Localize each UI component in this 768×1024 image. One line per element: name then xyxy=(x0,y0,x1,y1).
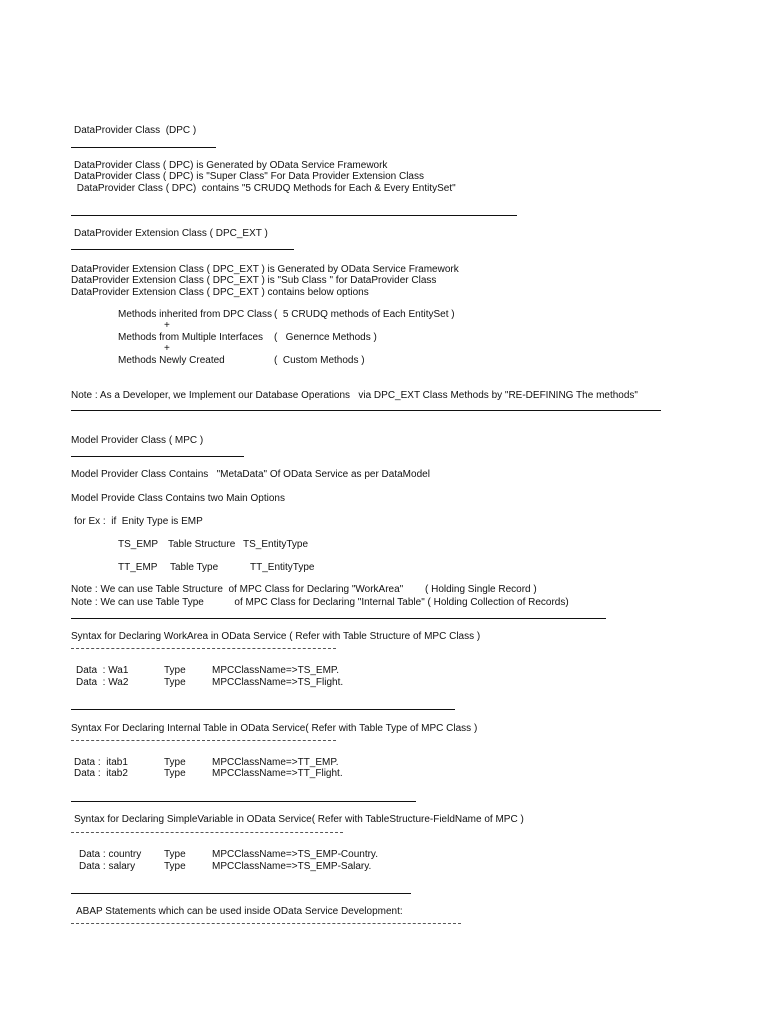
workarea-heading-underline xyxy=(71,648,336,649)
mpc-heading: Model Provider Class ( MPC ) xyxy=(71,435,204,446)
workarea-type-keyword: Type xyxy=(164,665,186,676)
mpc-example: for Ex : if Enity Type is EMP xyxy=(74,516,203,527)
option-detail-new: ( Custom Methods ) xyxy=(274,355,365,366)
section-divider xyxy=(71,801,416,802)
mpc-note-1-extra: ( Holding Single Record ) xyxy=(425,584,537,595)
mpc-note-2: Note : We can use Table Type of MPC Class for Declaring "Internal Table" ( Holding Collection of Records) xyxy=(71,597,569,608)
option-detail-interfaces: ( Genernce Methods ) xyxy=(274,332,377,343)
section-divider xyxy=(71,893,411,894)
abap-heading-underline xyxy=(71,923,461,924)
mpc-row-name: TT_EMP xyxy=(118,562,158,573)
simplevar-decl: Data : country xyxy=(79,849,142,860)
dpc-line-2: DataProvider Class ( DPC) is "Super Class" For Data Provider Extension Class xyxy=(74,171,424,182)
simplevar-type-keyword: Type xyxy=(164,861,186,872)
itab-decl: Data : itab2 xyxy=(74,768,128,779)
workarea-ref: MPCClassName=>TS_EMP. xyxy=(212,665,340,676)
dpc-ext-heading-underline xyxy=(71,249,294,250)
workarea-type-keyword: Type xyxy=(164,677,186,688)
workarea-ref: MPCClassName=>TS_Flight. xyxy=(212,677,344,688)
option-label-inherited: Methods inherited from DPC Class xyxy=(118,309,272,320)
dpc-heading: DataProvider Class (DPC ) xyxy=(74,125,197,136)
mpc-line-1: Model Provider Class Contains "MetaData" Of OData Service as per DataModel xyxy=(71,469,430,480)
mpc-row-type: TT_EntityType xyxy=(250,562,315,573)
simplevar-decl: Data : salary xyxy=(79,861,136,872)
plus-sign: + xyxy=(164,320,170,331)
mpc-row-name: TS_EMP xyxy=(118,539,159,550)
dpc-line-3: DataProvider Class ( DPC) contains "5 CRUDQ Methods for Each & Every EntitySet" xyxy=(74,183,456,194)
workarea-decl: Data : Wa2 xyxy=(76,677,129,688)
option-label-interfaces: Methods from Multiple Interfaces xyxy=(118,332,264,343)
dpc-ext-line-1: DataProvider Extension Class ( DPC_EXT ) is Generated by OData Service Framework xyxy=(71,264,459,275)
dpc-line-1: DataProvider Class ( DPC) is Generated by OData Service Framework xyxy=(74,160,388,171)
option-detail-inherited: ( 5 CRUDQ methods of Each EntitySet ) xyxy=(274,309,455,320)
mpc-heading-underline xyxy=(71,456,244,457)
section-divider xyxy=(71,618,606,619)
itab-ref: MPCClassName=>TT_Flight. xyxy=(212,768,343,779)
itab-ref: MPCClassName=>TT_EMP. xyxy=(212,757,339,768)
dpc-ext-heading: DataProvider Extension Class ( DPC_EXT ) xyxy=(74,228,268,239)
simplevar-heading-underline xyxy=(71,832,343,833)
abap-heading: ABAP Statements which can be used inside OData Service Development: xyxy=(76,906,403,917)
mpc-note-1: Note : We can use Table Structure of MPC Class for Declaring "WorkArea" xyxy=(71,584,404,595)
simplevar-type-keyword: Type xyxy=(164,849,186,860)
mpc-line-2: Model Provide Class Contains two Main Options xyxy=(71,493,285,504)
mpc-row-type: TS_EntityType xyxy=(243,539,309,550)
workarea-decl: Data : Wa1 xyxy=(76,665,129,676)
dpc-ext-line-2: DataProvider Extension Class ( DPC_EXT ) is "Sub Class " for DataProvider Class xyxy=(71,275,437,286)
itab-heading: Syntax For Declaring Internal Table in OData Service( Refer with Table Type of MPC Class ) xyxy=(71,723,478,734)
itab-type-keyword: Type xyxy=(164,757,186,768)
dpc-ext-note: Note : As a Developer, we Implement our Database Operations via DPC_EXT Class Methods by "RE-DEFINING The methods" xyxy=(71,390,638,401)
dpc-heading-underline xyxy=(71,147,216,148)
itab-heading-underline xyxy=(71,740,336,741)
section-divider xyxy=(71,215,517,216)
option-label-new: Methods Newly Created xyxy=(118,355,225,366)
simplevar-ref: MPCClassName=>TS_EMP-Salary. xyxy=(212,861,372,872)
itab-type-keyword: Type xyxy=(164,768,186,779)
dpc-ext-line-3: DataProvider Extension Class ( DPC_EXT ) contains below options xyxy=(71,287,369,298)
simplevar-heading: Syntax for Declaring SimpleVariable in OData Service( Refer with TableStructure-FieldName of MPC ) xyxy=(74,814,524,825)
mpc-row-kind: Table Type xyxy=(170,562,219,573)
workarea-heading: Syntax for Declaring WorkArea in OData Service ( Refer with Table Structure of MPC Class ) xyxy=(71,631,481,642)
simplevar-ref: MPCClassName=>TS_EMP-Country. xyxy=(212,849,378,860)
mpc-row-kind: Table Structure xyxy=(168,539,236,550)
section-divider xyxy=(71,410,661,411)
plus-sign: + xyxy=(164,343,170,354)
section-divider xyxy=(71,709,455,710)
itab-decl: Data : itab1 xyxy=(74,757,128,768)
